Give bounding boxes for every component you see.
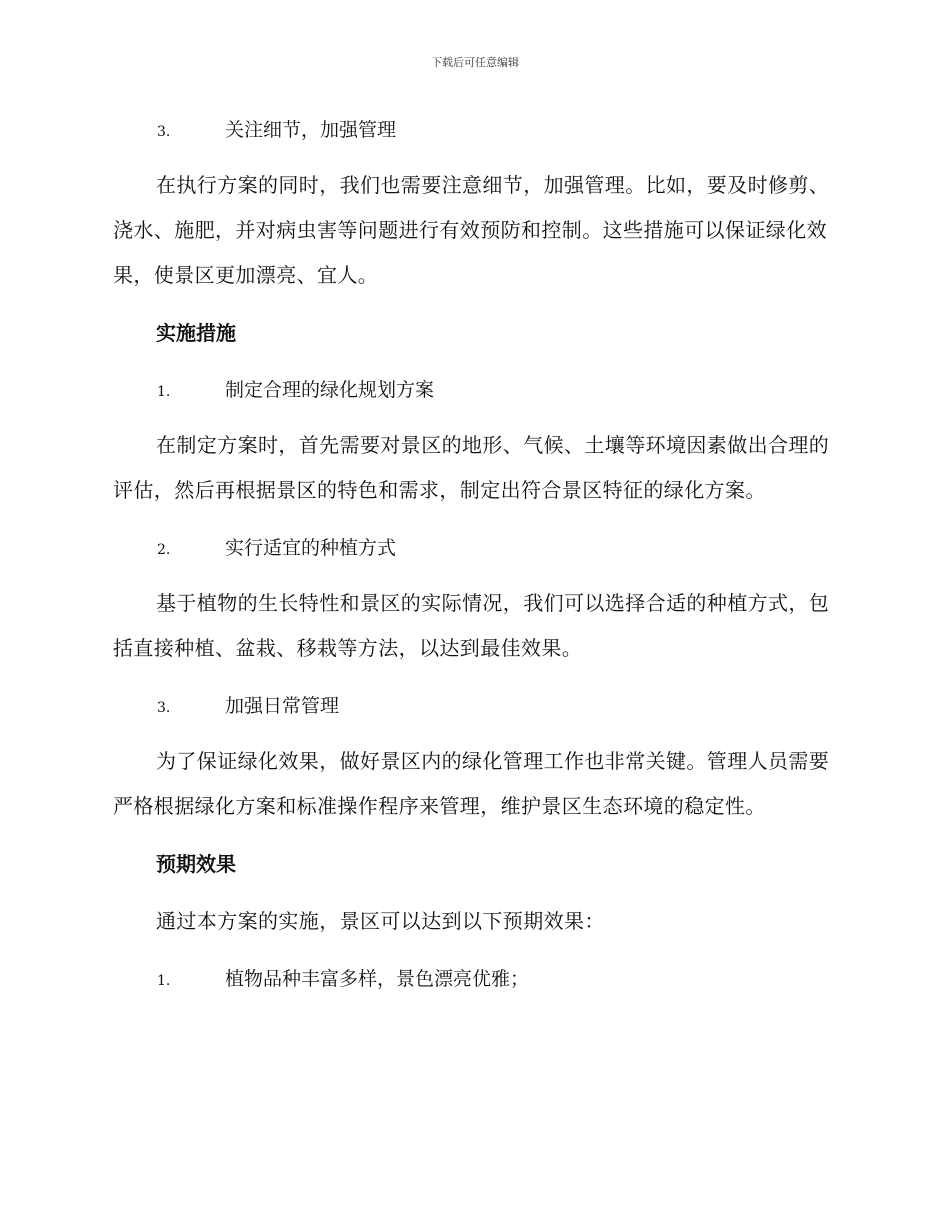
- paragraph: 通过本方案的实施，景区可以达到以下预期效果：: [156, 909, 605, 933]
- list-number: 2.: [157, 542, 171, 558]
- paragraph: 为了保证绿化效果，做好景区内的绿化管理工作也非常关键。管理人员需要严格根据绿化方案和标准操作程序来管理，维护景区生态环境的稳定性。: [113, 749, 830, 818]
- page-header: 下载后可任意编辑: [431, 56, 519, 69]
- list-item-text: 植物品种丰富多样，景色漂亮优雅；: [225, 968, 530, 990]
- section-heading: 预期效果: [156, 852, 236, 876]
- list-item: [113, 108, 833, 152]
- list-item: [113, 526, 833, 570]
- list-item-text: 关注细节，加强管理: [225, 119, 397, 141]
- list-number: 3.: [157, 124, 171, 140]
- list-item: [113, 368, 833, 412]
- section-heading: 实施措施: [156, 321, 236, 345]
- list-item-text: 实行适宜的种植方式: [225, 537, 397, 559]
- paragraph: 在制定方案时，首先需要对景区的地形、气候、土壤等环境因素做出合理的评估，然后再根据景区的特色和需求，制定出符合景区特征的绿化方案。: [113, 433, 830, 502]
- list-number: 1.: [157, 973, 171, 989]
- list-item: [113, 684, 833, 728]
- list-item-text: 制定合理的绿化规划方案: [225, 379, 435, 401]
- list-item-text: 加强日常管理: [225, 695, 340, 717]
- paragraph: 基于植物的生长特性和景区的实际情况，我们可以选择合适的种植方式，包括直接种植、盆栽、移栽等方法，以达到最佳效果。: [113, 591, 830, 660]
- list-number: 3.: [157, 700, 171, 716]
- paragraph: 在执行方案的同时，我们也需要注意细节，加强管理。比如，要及时修剪、浇水、施肥，并对病虫害等问题进行有效预防和控制。这些措施可以保证绿化效果，使景区更加漂亮、宜人。: [113, 173, 830, 287]
- document-body: [113, 108, 833, 1001]
- list-number: 1.: [157, 384, 171, 400]
- list-item: [113, 957, 833, 1001]
